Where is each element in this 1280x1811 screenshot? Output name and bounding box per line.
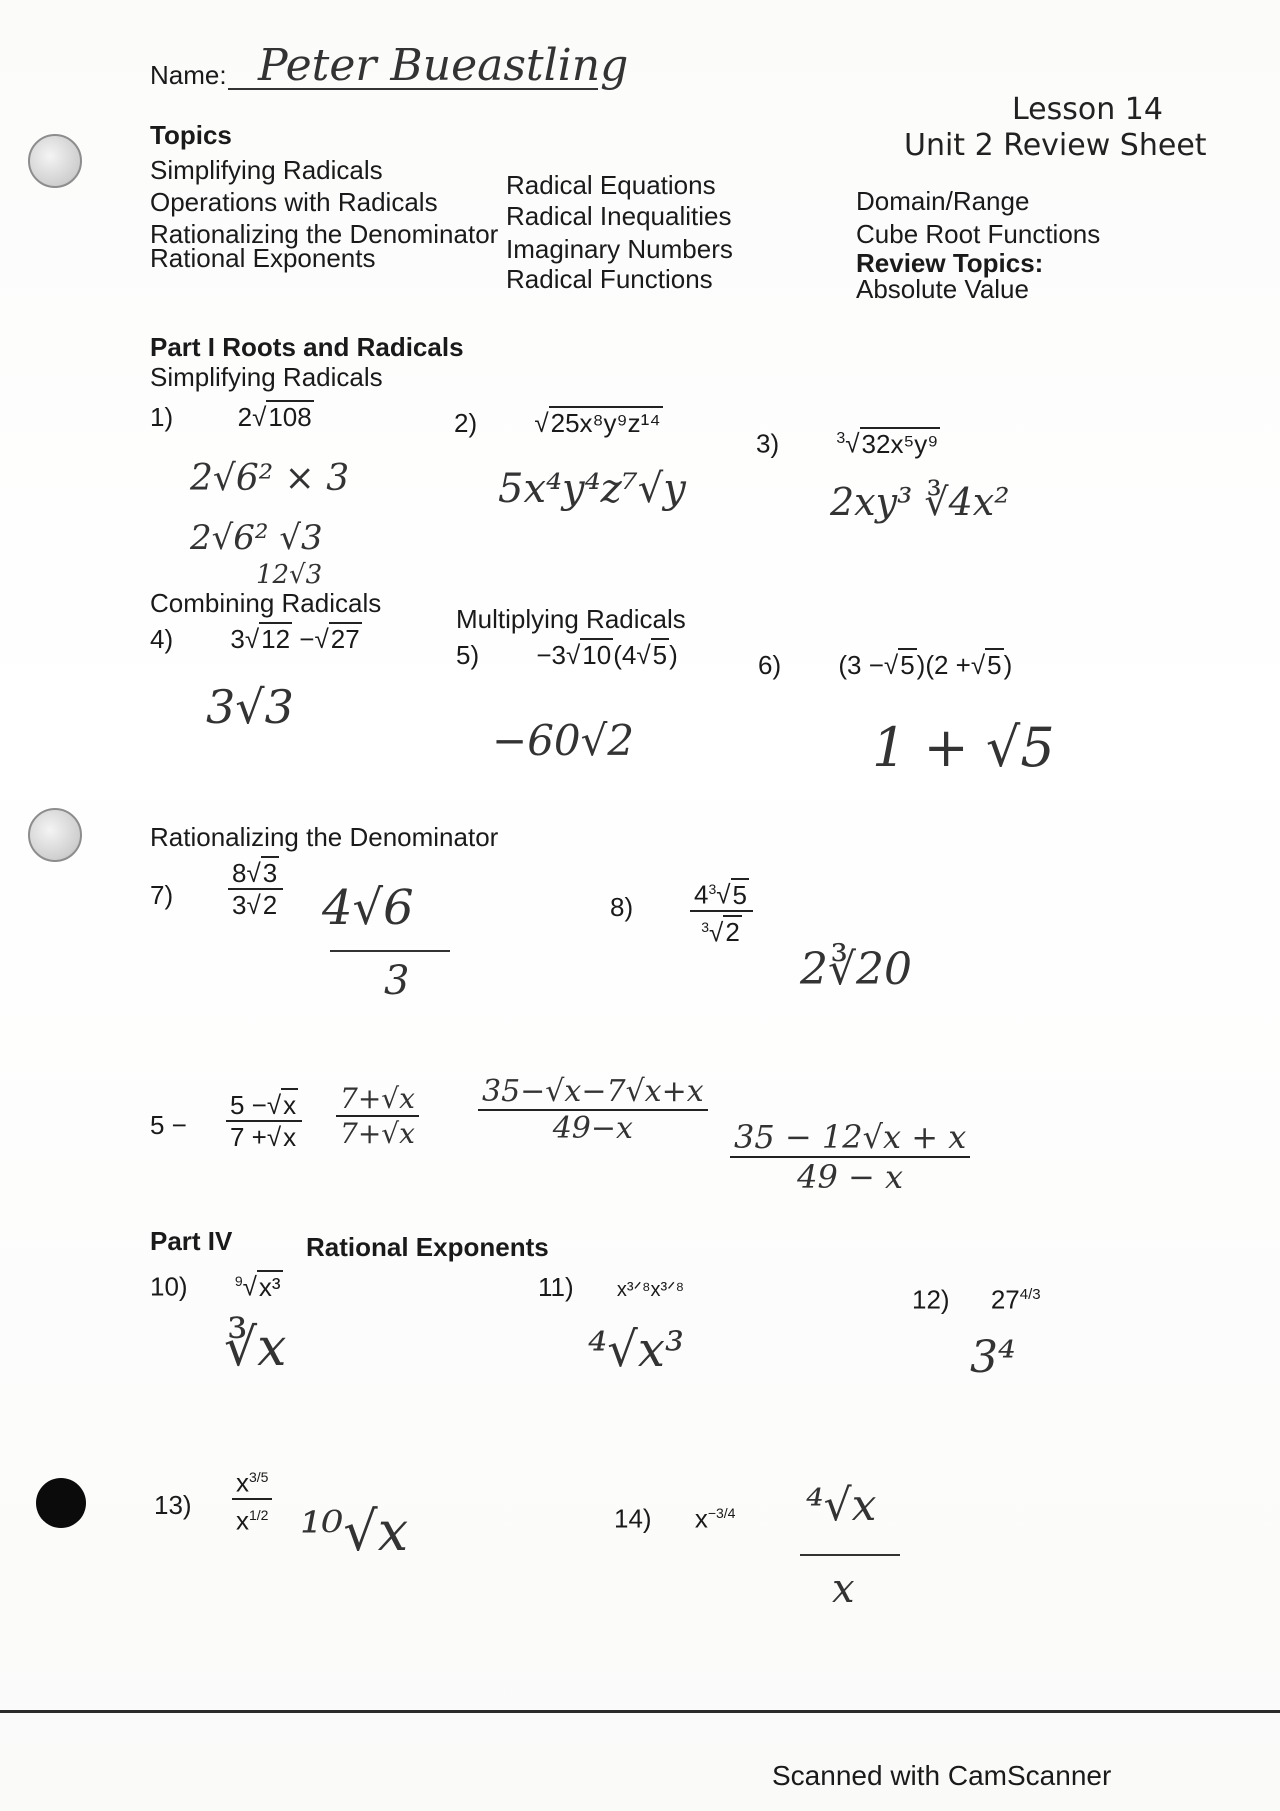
work-6: 1 + √5 — [872, 716, 1055, 779]
radicand: 12 — [261, 624, 291, 654]
scanner-watermark: Scanned with CamScanner — [772, 1760, 1112, 1791]
work-12: 3⁴ — [970, 1332, 1016, 1383]
coefficient: −3 — [536, 640, 567, 670]
radicand: 5 — [732, 879, 748, 910]
binder-hole-top — [28, 134, 82, 188]
lesson-number: Lesson 14 — [1012, 92, 1163, 127]
problem-number: 1) — [150, 402, 174, 432]
work-14-denominator: x — [832, 1566, 855, 1612]
binder-hole-bottom — [36, 1478, 86, 1528]
root-index: 9 — [234, 1273, 243, 1289]
section-multiplying: Multiplying Radicals — [456, 604, 686, 634]
problem-13-number: 13) — [154, 1490, 192, 1520]
problem-4: 4) 3√12 −√27 — [150, 624, 360, 654]
topic-item: Simplifying Radicals — [150, 155, 383, 185]
work-3: 2xy³ ∛4x² — [830, 480, 1010, 524]
work-9-step1 — [478, 1074, 708, 1146]
base: x — [236, 1505, 249, 1536]
problem-2: 2) √25x⁸y⁹z¹⁴ — [454, 408, 661, 438]
root-index: 3 — [708, 881, 717, 897]
problem-8-fraction: $\frac{4^3√5}{^3√2}$ — [690, 874, 753, 947]
work-5: −60√2 — [492, 716, 635, 765]
work-8: 2∛20 — [800, 944, 913, 995]
step2-numerator: 35 − 12√x + x — [730, 1118, 970, 1158]
work-9-multiplier — [336, 1082, 419, 1150]
operator: − — [299, 624, 315, 654]
problem-number: 11) — [538, 1272, 574, 1302]
radicand: 2 — [262, 890, 278, 920]
radicand: 10 — [582, 640, 612, 670]
topic-item: Radical Equations — [506, 170, 716, 200]
radicand: x³ — [258, 1271, 281, 1302]
base: x — [236, 1467, 249, 1498]
problem-8-number: 8) — [610, 892, 634, 922]
radicand: 25x⁸y⁹z¹⁴ — [550, 408, 661, 438]
problem-6: 6) (3 −√5)(2 +√5) — [758, 650, 1013, 680]
topic-item: Domain/Range — [856, 186, 1030, 216]
radicand: 5 — [900, 650, 915, 680]
part4-heading: Part IV — [150, 1226, 233, 1256]
topic-item: Imaginary Numbers — [506, 234, 733, 264]
work-10: ∛x — [224, 1318, 287, 1378]
binder-hole-middle — [28, 808, 82, 862]
part1-heading: Part I Roots and Radicals — [150, 332, 464, 362]
exponent: 3/5 — [249, 1469, 269, 1485]
problem-11 — [538, 1272, 684, 1305]
topic-item: Rational Exponents — [150, 243, 376, 273]
section-simplifying: Simplifying Radicals — [150, 362, 383, 392]
work-7-fraction-bar — [330, 950, 450, 952]
exponent: 1/2 — [249, 1506, 269, 1523]
problem-3: 3) $^3$√32x⁵y⁹ — [756, 428, 939, 459]
exponent: −3/4 — [707, 1505, 736, 1521]
problem-number: 14) — [614, 1503, 652, 1534]
term: 2 + — [933, 650, 971, 680]
topic-item: Operations with Radicals — [150, 187, 438, 217]
topic-item: Radical Inequalities — [506, 201, 732, 231]
base: 27 — [990, 1284, 1020, 1315]
problem-5: 5) −3√10(4√5) — [456, 640, 678, 670]
problem-9-fraction: $\frac{5 -√x}{7 +√x}$ — [226, 1090, 302, 1152]
work-1a: 2√6² × 3 — [190, 458, 350, 499]
topic-item: Cube Root Functions — [856, 219, 1101, 249]
problem-10: 10) $^9$√x³ — [150, 1271, 281, 1302]
page-edge — [0, 1710, 1280, 1713]
work-14-numerator: ⁴√x — [806, 1480, 877, 1531]
radicand: 2 — [725, 917, 740, 948]
problem-number: 6) — [758, 650, 782, 680]
coefficient: 2 — [237, 402, 253, 432]
coefficient: 4 — [621, 640, 637, 670]
root-index: 3 — [836, 430, 846, 447]
name-label: Name: — [150, 60, 227, 90]
problem-number: 4) — [150, 624, 174, 654]
work-9-step2 — [730, 1118, 970, 1196]
coefficient: 3 — [232, 890, 247, 920]
topic-item: Radical Functions — [506, 264, 713, 294]
section-combining: Combining Radicals — [150, 588, 382, 618]
topic-item: Rationalizing the Denominator — [150, 219, 499, 249]
problem-13-fraction — [232, 1462, 272, 1535]
work-7-denominator: 3 — [384, 958, 410, 1004]
problem-number: 3) — [756, 428, 780, 459]
expression: x³ᐟ⁸x³ᐟ⁸ — [616, 1279, 685, 1301]
radicand: x — [283, 1122, 297, 1152]
section-rationalizing: Rationalizing the Denominator — [150, 822, 499, 852]
student-name: Peter Bueastling — [258, 40, 629, 91]
radicand: 27 — [330, 624, 360, 654]
term: 5 − — [230, 1090, 267, 1120]
multiplier-denominator: 7+√x — [340, 1117, 415, 1150]
sheet-title: Unit 2 Review Sheet — [904, 128, 1207, 163]
step2-denominator: 49 − x — [797, 1158, 904, 1196]
problem-12 — [912, 1280, 1041, 1315]
radicand: 5 — [987, 650, 1002, 680]
radicand: 32x⁵y⁹ — [861, 428, 939, 459]
problem-7-number: 7) — [150, 880, 174, 910]
step1-denominator: 49−x — [552, 1111, 633, 1146]
exponent: 4/3 — [1019, 1286, 1041, 1303]
problem-number: 2) — [454, 408, 478, 438]
multiplier-numerator: 7+√x — [336, 1082, 419, 1117]
work-7-numerator: 4√6 — [322, 880, 414, 936]
work-4: 3√3 — [206, 680, 294, 734]
term: 3 − — [847, 650, 884, 680]
problem-number: 10) — [150, 1271, 188, 1302]
topics-heading: Topics — [150, 120, 232, 150]
work-13: ¹⁰√x — [300, 1500, 409, 1563]
coefficient: 3 — [230, 624, 245, 654]
work-1b: 2√6² √3 — [190, 518, 323, 558]
review-topic-item: Absolute Value — [856, 274, 1029, 304]
work-11: ⁴√x³ — [588, 1322, 685, 1378]
problem-number: 12) — [912, 1284, 950, 1315]
term: 7 + — [230, 1122, 267, 1152]
problem-number: 5) — [456, 640, 480, 670]
work-2: 5x⁴y⁴z⁷√y — [498, 466, 686, 512]
radicand: 5 — [652, 640, 668, 670]
problem-7-fraction: $\frac{8√3}{3√2}$ — [228, 858, 283, 920]
radicand: 3 — [262, 858, 278, 888]
problem-14 — [614, 1498, 735, 1534]
problem-9-number: 5 − — [150, 1110, 187, 1140]
radicand: x — [283, 1090, 297, 1120]
coefficient: 8 — [232, 858, 247, 888]
base: x — [694, 1503, 708, 1534]
review-topics-heading: Review Topics: — [856, 248, 1044, 278]
work-1c: 12√3 — [256, 560, 323, 590]
step1-numerator: 35−√x−7√x+x — [478, 1074, 708, 1111]
root-index: 3 — [701, 918, 710, 935]
radicand: 108 — [268, 402, 312, 432]
part4-title: Rational Exponents — [306, 1232, 549, 1262]
problem-1: 1) 2√108 — [150, 402, 312, 432]
coefficient: 4 — [694, 879, 709, 910]
work-14-fraction-bar — [800, 1554, 900, 1556]
